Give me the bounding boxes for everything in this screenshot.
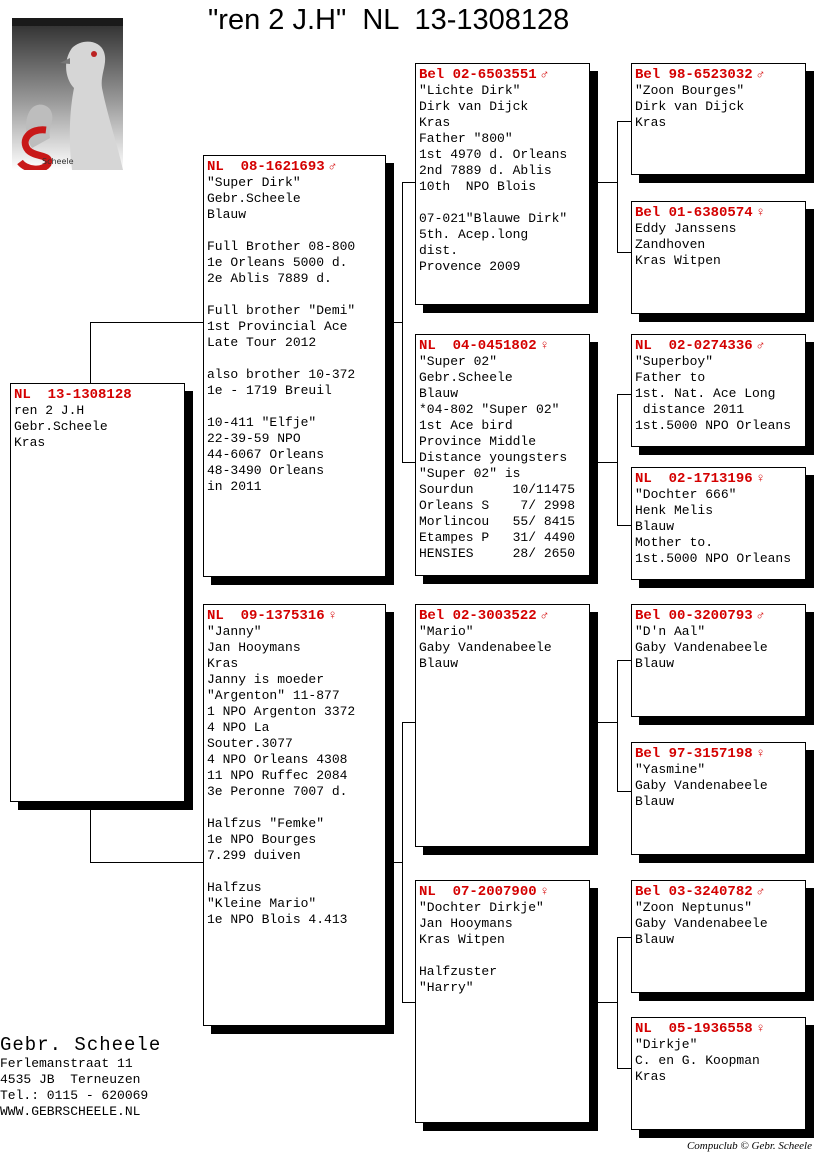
ring-number (207, 159, 385, 175)
ring-number (635, 884, 805, 900)
detail-line: 1e NPO Blois 4.413 (207, 912, 348, 927)
detail-line: Late Tour 2012 (207, 335, 317, 350)
detail-line: Jan Hooymans (419, 916, 513, 931)
breeder-name: Gebr. Scheele (0, 1034, 162, 1056)
pedigree-title: "ren 2 J.H" NL 13-1308128 (208, 4, 570, 36)
ring-number (635, 608, 805, 624)
pigeon-card-dsd[interactable] (631, 742, 806, 855)
breeder-info (0, 1034, 161, 1120)
detail-line: Henk Melis (635, 503, 714, 518)
pigeon-details (635, 487, 805, 567)
detail-line: ren 2 J.H (14, 403, 85, 418)
detail-line (419, 948, 589, 964)
detail-line: Etampes P 31/ 4490 (419, 530, 576, 545)
female-icon: ♀ (756, 205, 765, 220)
breeder-address-line: Ferlemanstraat 11 (0, 1056, 133, 1071)
ring-number (635, 67, 805, 83)
pigeon-logo (12, 18, 123, 170)
connector (90, 862, 206, 863)
connector (598, 1002, 618, 1003)
connector (617, 394, 618, 526)
ring-number (419, 884, 589, 900)
detail-line: 1st 4970 d. Orleans (419, 147, 568, 162)
ring-text: Bel 97-3157198 (635, 746, 753, 762)
detail-line: 1st.5000 NPO Orleans (635, 551, 792, 566)
software-credit: Compuclub © Gebr. Scheele (686, 1140, 812, 1152)
detail-line: 5th. Acep.long (419, 227, 529, 242)
detail-line: Halfzus (207, 880, 262, 895)
detail-line: Blauw (635, 794, 675, 809)
detail-line: Souter.3077 (207, 736, 293, 751)
ring-text: Bel 02-6503551 (419, 67, 537, 83)
male-icon: ♂ (756, 608, 765, 623)
detail-line: "Zoon Bourges" (635, 83, 745, 98)
logo-watermark-text: Scheele (42, 157, 74, 166)
detail-line: Blauw (635, 656, 675, 671)
detail-line: Eddy Janssens (635, 221, 737, 236)
detail-line: "Janny" (207, 624, 262, 639)
ring-text: NL 05-1936558 (635, 1021, 753, 1037)
ring-text: Bel 01-6380574 (635, 205, 753, 221)
detail-line: "Super 02" is (419, 466, 521, 481)
pigeon-details (207, 624, 385, 928)
pigeon-details (635, 83, 805, 131)
female-icon: ♀ (756, 1021, 765, 1036)
ring-text: NL 02-1713196 (635, 471, 753, 487)
pigeon-details (419, 624, 589, 672)
detail-line: dist. (419, 243, 459, 258)
ring-text: NL 09-1375316 (207, 608, 325, 624)
pigeon-details (207, 175, 385, 495)
detail-line: 1e - 1719 Breuil (207, 383, 332, 398)
connector (90, 322, 91, 384)
detail-line: 4 NPO La (207, 720, 270, 735)
connector (598, 722, 618, 723)
male-icon: ♂ (756, 67, 765, 82)
detail-line: *04-802 "Super 02" (419, 402, 560, 417)
detail-line: "Dirkje" (635, 1037, 698, 1052)
pigeon-card-sss[interactable] (631, 63, 806, 175)
pigeon-card-dam-sire[interactable] (415, 604, 590, 847)
female-icon: ♀ (328, 608, 337, 623)
ring-text: Bel 02-3003522 (419, 608, 537, 624)
ring-number (14, 387, 184, 403)
detail-line: "Lichte Dirk" (419, 83, 521, 98)
detail-line: 1st. Nat. Ace Long (635, 386, 776, 401)
ring-text: NL 08-1621693 (207, 159, 325, 175)
male-icon: ♂ (540, 67, 549, 82)
female-icon: ♀ (756, 746, 765, 761)
ring-number (207, 608, 385, 624)
detail-line (207, 864, 385, 880)
pigeon-details (635, 900, 805, 948)
breeder-address-line: 4535 JB Terneuzen (0, 1072, 141, 1087)
detail-line: 4 NPO Orleans 4308 (207, 752, 348, 767)
detail-line: Kras Witpen (635, 253, 721, 268)
detail-line: "Yasmine" (635, 762, 706, 777)
detail-line: "Mario" (419, 624, 474, 639)
pigeon-card-ssd[interactable] (631, 201, 806, 314)
connector (598, 462, 618, 463)
detail-line: "Dochter Dirkje" (419, 900, 544, 915)
pigeon-card-subject[interactable] (10, 383, 185, 802)
detail-line (207, 399, 385, 415)
ring-number (635, 1021, 805, 1037)
male-icon: ♂ (540, 608, 549, 623)
pigeon-details (635, 624, 805, 672)
connector (90, 802, 91, 863)
connector (617, 660, 618, 792)
detail-line: "Super 02" (419, 354, 498, 369)
detail-line: Dirk van Dijck (419, 99, 529, 114)
detail-line: Father "800" (419, 131, 513, 146)
detail-line (207, 287, 385, 303)
detail-line: C. en G. Koopman (635, 1053, 760, 1068)
connector (617, 121, 618, 253)
detail-line: "Harry" (419, 980, 474, 995)
detail-line: "Argenton" 11-877 (207, 688, 340, 703)
connector (402, 182, 403, 463)
detail-line: 44-6067 Orleans (207, 447, 325, 462)
detail-line: 10th NPO Blois (419, 179, 537, 194)
detail-line (207, 223, 385, 239)
detail-line: Orleans S 7/ 2998 (419, 498, 576, 513)
ring-text: Bel 03-3240782 (635, 884, 753, 900)
detail-line: Provence 2009 (419, 259, 521, 274)
connector (386, 862, 403, 863)
detail-line: Full brother "Demi" (207, 303, 356, 318)
detail-line: distance 2011 (635, 402, 745, 417)
detail-line: Gaby Vandenabeele (635, 640, 768, 655)
detail-line: 22-39-59 NPO (207, 431, 301, 446)
pigeon-card-sds[interactable] (631, 334, 806, 447)
pigeon-card-dam-dam[interactable] (415, 880, 590, 1123)
detail-line: Blauw (635, 932, 675, 947)
pigeon-details (635, 354, 805, 434)
detail-line: 10-411 "Elfje" (207, 415, 317, 430)
detail-line: Blauw (207, 207, 247, 222)
ring-number (635, 338, 805, 354)
female-icon: ♀ (756, 471, 765, 486)
detail-line: Father to (635, 370, 706, 385)
detail-line: Jan Hooymans (207, 640, 301, 655)
detail-line: 1st.5000 NPO Orleans (635, 418, 792, 433)
pigeon-details (635, 221, 805, 269)
pigeon-card-dds[interactable] (631, 880, 806, 993)
pigeon-card-sdd[interactable] (631, 467, 806, 580)
pigeon-details (419, 354, 589, 562)
detail-line: Gaby Vandenabeele (419, 640, 552, 655)
detail-line: 1st Ace bird (419, 418, 513, 433)
breeder-website[interactable]: WWW.GEBRSCHEELE.NL (0, 1104, 141, 1119)
detail-line: 2nd 7889 d. Ablis (419, 163, 552, 178)
detail-line: 11 NPO Ruffec 2084 (207, 768, 348, 783)
male-icon: ♂ (756, 338, 765, 353)
pigeon-details (14, 403, 184, 451)
female-icon: ♀ (540, 884, 549, 899)
detail-line: Blauw (635, 519, 675, 534)
detail-line: Morlincou 55/ 8415 (419, 514, 576, 529)
detail-line: 1st Provincial Ace (207, 319, 348, 334)
pigeon-card-dam[interactable] (203, 604, 386, 1026)
detail-line: 1 NPO Argenton 3372 (207, 704, 356, 719)
ring-number (419, 338, 589, 354)
detail-line: Zandhoven (635, 237, 706, 252)
detail-line: Kras (207, 656, 239, 671)
detail-line: 48-3490 Orleans (207, 463, 325, 478)
detail-line: Dirk van Dijck (635, 99, 745, 114)
detail-line: 07-021"Blauwe Dirk" (419, 211, 568, 226)
connector (617, 937, 618, 1069)
detail-line: "D'n Aal" (635, 624, 706, 639)
pigeon-details (419, 900, 589, 996)
ring-number (635, 746, 805, 762)
detail-line: Gebr.Scheele (207, 191, 301, 206)
female-icon: ♀ (540, 338, 549, 353)
detail-line: Kras (635, 1069, 667, 1084)
detail-line: Janny is moeder (207, 672, 325, 687)
ring-text: NL 02-0274336 (635, 338, 753, 354)
detail-line: 1e Orleans 5000 d. (207, 255, 348, 270)
detail-line: Gaby Vandenabeele (635, 916, 768, 931)
detail-line: Full Brother 08-800 (207, 239, 356, 254)
detail-line: Gebr.Scheele (419, 370, 513, 385)
detail-line: Distance youngsters (419, 450, 568, 465)
detail-line: "Kleine Mario" (207, 896, 317, 911)
male-icon: ♂ (756, 884, 765, 899)
detail-line (419, 195, 589, 211)
detail-line (207, 351, 385, 367)
detail-line: Province Middle (419, 434, 537, 449)
detail-line: also brother 10-372 (207, 367, 356, 382)
detail-line: HENSIES 28/ 2650 (419, 546, 576, 561)
ring-text: NL 13-1308128 (14, 387, 132, 403)
pigeon-card-sire[interactable] (203, 155, 386, 577)
detail-line: 2e Ablis 7889 d. (207, 271, 332, 286)
ring-number (419, 67, 589, 83)
ring-text: NL 07-2007900 (419, 884, 537, 900)
detail-line: "Super Dirk" (207, 175, 301, 190)
ring-text: NL 04-0451802 (419, 338, 537, 354)
detail-line: Kras (419, 115, 451, 130)
detail-line: Kras (635, 115, 667, 130)
pigeon-card-dss[interactable] (631, 604, 806, 717)
pigeon-details (635, 1037, 805, 1085)
detail-line: 1e NPO Bourges (207, 832, 317, 847)
detail-line: Mother to. (635, 535, 714, 550)
detail-line: Kras Witpen (419, 932, 505, 947)
detail-line: in 2011 (207, 479, 262, 494)
detail-line: "Zoon Neptunus" (635, 900, 753, 915)
detail-line: "Superboy" (635, 354, 714, 369)
detail-line: 7.299 duiven (207, 848, 301, 863)
detail-line: 3e Peronne 7007 d. (207, 784, 348, 799)
breeder-phone: Tel.: 0115 - 620069 (0, 1088, 149, 1103)
pigeon-details (635, 762, 805, 810)
detail-line: Blauw (419, 386, 459, 401)
detail-line: Halfzus "Femke" (207, 816, 325, 831)
detail-line: Blauw (419, 656, 459, 671)
connector (90, 322, 206, 323)
male-icon: ♂ (328, 159, 337, 174)
connector (402, 722, 403, 1003)
detail-line: "Dochter 666" (635, 487, 737, 502)
detail-line: Sourdun 10/11475 (419, 482, 576, 497)
pigeon-card-sire-dam[interactable] (415, 334, 590, 576)
detail-line: Gaby Vandenabeele (635, 778, 768, 793)
ring-number (635, 471, 805, 487)
connector (386, 322, 403, 323)
detail-line: Halfzuster (419, 964, 498, 979)
detail-line: Gebr.Scheele (14, 419, 108, 434)
pigeon-card-ddd[interactable] (631, 1017, 806, 1130)
detail-line (207, 800, 385, 816)
ring-number (419, 608, 589, 624)
pigeon-details (419, 83, 589, 275)
connector (598, 182, 618, 183)
pigeon-card-sire-sire[interactable] (415, 63, 590, 305)
ring-text: Bel 00-3200793 (635, 608, 753, 624)
ring-text: Bel 98-6523032 (635, 67, 753, 83)
detail-line: Kras (14, 435, 46, 450)
ring-number (635, 205, 805, 221)
